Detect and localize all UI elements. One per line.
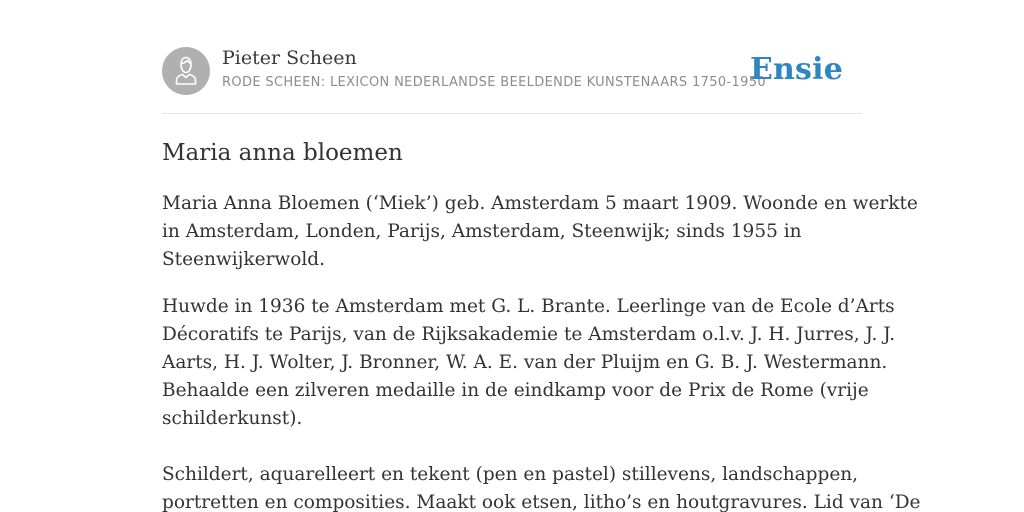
article-paragraph-3 bbox=[162, 461, 921, 512]
paragraph-line: Aarts, H. J. Wolter, J. Bronner, W. A. E. van der Pluijm en G. B. J. Westermann. bbox=[162, 352, 888, 373]
paragraph-line: schilderkunst). bbox=[162, 408, 303, 429]
paragraph-line: Steenwijkerwold. bbox=[162, 249, 326, 270]
source-title[interactable]: RODE SCHEEN: LEXICON NEDERLANDSE BEELDENDE KUNSTENAARS 1750-1950 bbox=[222, 75, 766, 90]
ensie-logo[interactable]: Ensie bbox=[749, 52, 843, 87]
paragraph-line: Décoratifs te Parijs, van de Rijksakademie te Amsterdam o.l.v. J. H. Jurres, J. J. bbox=[162, 324, 896, 345]
article-paragraph-1 bbox=[162, 190, 918, 274]
paragraph-line: Behaalde een zilveren medaille in de eindkamp voor de Prix de Rome (vrije bbox=[162, 380, 869, 401]
user-icon bbox=[162, 47, 210, 95]
header-divider bbox=[162, 113, 862, 114]
article-title: Maria anna bloemen bbox=[162, 140, 403, 166]
author-avatar[interactable] bbox=[162, 47, 210, 95]
article-paragraph-2 bbox=[162, 293, 896, 433]
author-name[interactable]: Pieter Scheen bbox=[222, 47, 357, 69]
paragraph-line: portretten en composities. Maakt ook etsen, litho’s en houtgravures. Lid van ‘De bbox=[162, 492, 921, 512]
paragraph-line: Schildert, aquarelleert en tekent (pen en pastel) stillevens, landschappen, bbox=[162, 464, 859, 485]
paragraph-line: Maria Anna Bloemen (‘Miek’) geb. Amsterdam 5 maart 1909. Woonde en werkte bbox=[162, 193, 918, 214]
paragraph-line: Huwde in 1936 te Amsterdam met G. L. Brante. Leerlinge van de Ecole d’Arts bbox=[162, 296, 895, 317]
paragraph-line: in Amsterdam, Londen, Parijs, Amsterdam, Steenwijk; sinds 1955 in bbox=[162, 221, 802, 242]
article-header bbox=[162, 46, 862, 114]
